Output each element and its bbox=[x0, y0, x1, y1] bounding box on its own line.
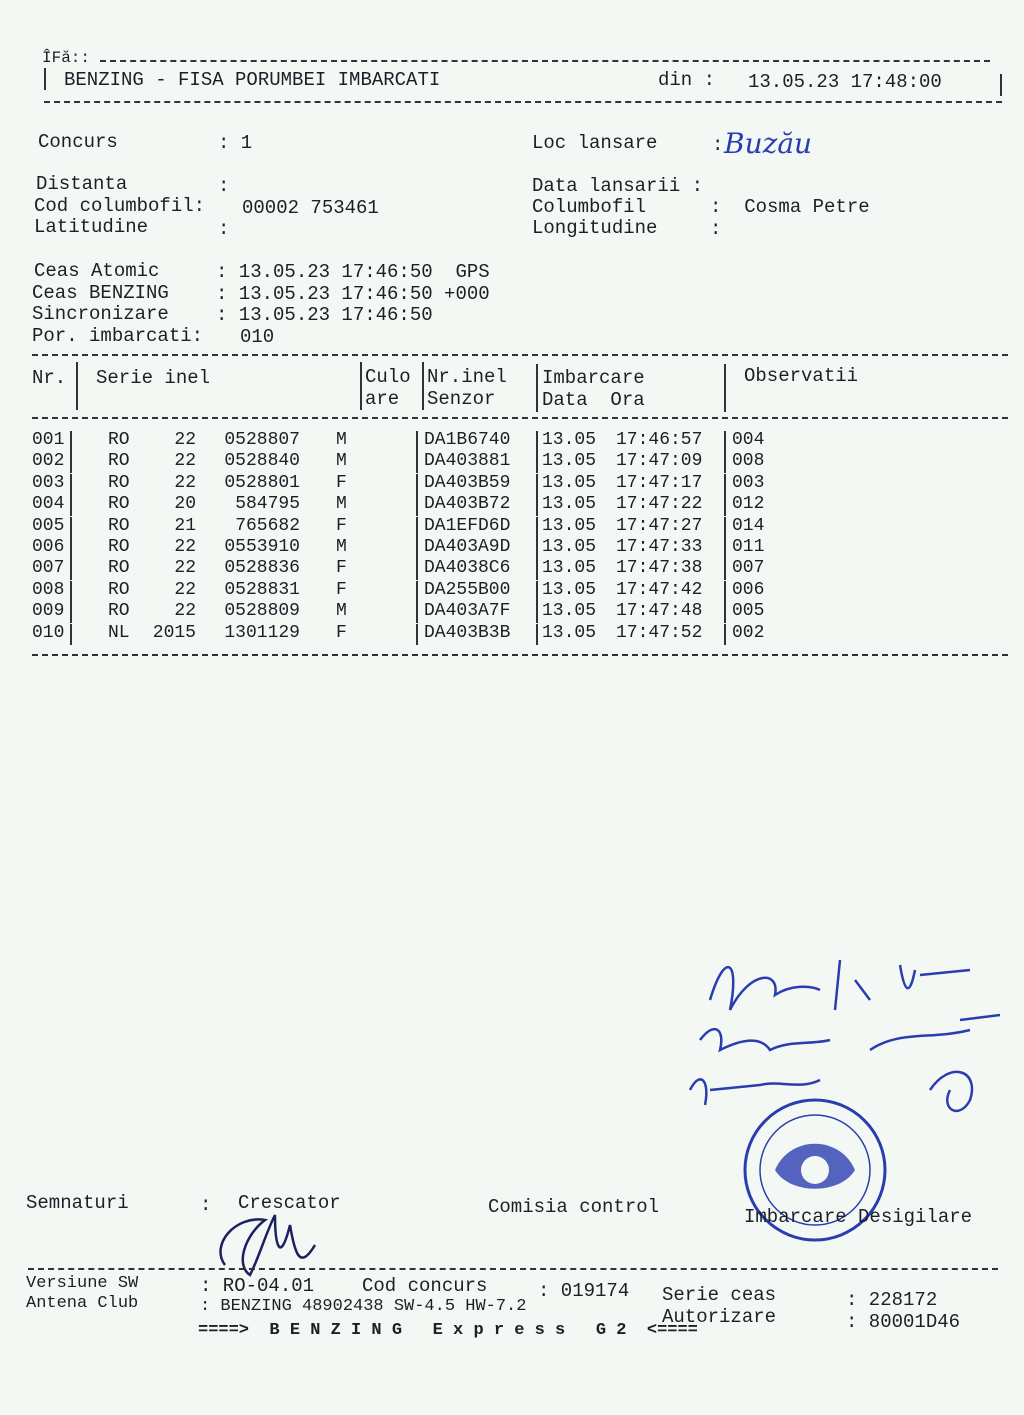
row-ring: 0528831 bbox=[224, 579, 300, 600]
row-obs: 011 bbox=[732, 537, 765, 557]
ceas-atomic-value: : 13.05.23 17:46:50 GPS bbox=[216, 261, 490, 283]
row-sensor: DA1EFD6D bbox=[424, 515, 511, 536]
row-country: RO bbox=[108, 451, 130, 472]
row-separator bbox=[70, 559, 72, 580]
row-date: 13.05 bbox=[542, 622, 597, 643]
table-header-rule bbox=[32, 417, 1008, 419]
header-corner: ÎFă:: bbox=[42, 49, 91, 67]
row-ring: 1301129 bbox=[224, 622, 300, 643]
row-nr: 004 bbox=[32, 494, 65, 515]
row-nr: 010 bbox=[32, 622, 65, 643]
row-obs: 012 bbox=[732, 494, 765, 515]
antena-club-label: Antena Club bbox=[26, 1294, 139, 1313]
row-ring: 0528809 bbox=[224, 601, 300, 622]
row-year: 22 bbox=[174, 579, 196, 600]
row-separator bbox=[416, 538, 418, 559]
versiune-label: Versiune SW bbox=[26, 1274, 139, 1293]
row-separator bbox=[724, 624, 726, 645]
row-separator bbox=[724, 538, 726, 559]
loc-lansare-colon: : bbox=[712, 134, 724, 156]
row-ring: 0528840 bbox=[224, 451, 300, 472]
col-header-nr: Nr. bbox=[32, 367, 67, 389]
data-lansarii-label: Data lansarii : bbox=[532, 175, 704, 197]
ceas-atomic-label: Ceas Atomic bbox=[34, 260, 160, 282]
row-sex: M bbox=[336, 537, 347, 557]
ceas-benzing-label: Ceas BENZING bbox=[32, 282, 169, 304]
row-country: NL bbox=[108, 622, 130, 643]
row-obs: 006 bbox=[732, 579, 765, 600]
row-sensor: DA403B59 bbox=[424, 472, 511, 493]
distanta-value: : bbox=[218, 175, 230, 197]
row-date: 13.05 bbox=[542, 558, 597, 579]
row-separator bbox=[536, 431, 538, 452]
row-country: RO bbox=[108, 558, 130, 579]
cod-concurs-label: Cod concurs bbox=[362, 1275, 488, 1297]
header-left-bar bbox=[44, 68, 46, 90]
row-time: 17:47:09 bbox=[616, 451, 703, 472]
por-imbarcati-label: Por. imbarcati: bbox=[32, 325, 204, 347]
row-separator bbox=[724, 474, 726, 495]
row-year: 22 bbox=[174, 601, 196, 622]
row-sex: M bbox=[336, 494, 347, 515]
serie-ceas-label: Serie ceas bbox=[662, 1284, 777, 1306]
row-nr: 002 bbox=[32, 451, 65, 472]
antena-club-value: : BENZING 48902438 SW-4.5 HW-7.2 bbox=[200, 1297, 527, 1316]
col-header-imbarcare: Imbarcare bbox=[542, 367, 645, 389]
row-separator bbox=[70, 431, 72, 452]
col-sep-1 bbox=[76, 362, 78, 410]
row-separator bbox=[724, 559, 726, 580]
row-country: RO bbox=[108, 472, 130, 493]
semnaturi-label: Semnaturi bbox=[26, 1192, 129, 1214]
col-header-observatii: Observatii bbox=[744, 365, 859, 387]
header-title: BENZING - FISA PORUMBEI IMBARCATI bbox=[64, 69, 441, 91]
col-sep-2 bbox=[360, 362, 362, 410]
row-separator bbox=[70, 517, 72, 538]
col-header-nrinel: Nr.inel bbox=[427, 366, 507, 388]
row-obs: 014 bbox=[732, 515, 765, 536]
autorizare-value: : 80001D46 bbox=[846, 1311, 961, 1333]
row-ring: 0528801 bbox=[224, 472, 300, 493]
longitudine-value: : bbox=[710, 218, 722, 240]
row-separator bbox=[70, 624, 72, 645]
row-separator bbox=[416, 602, 418, 623]
row-sex: M bbox=[336, 430, 347, 450]
row-country: RO bbox=[108, 430, 130, 450]
cod-columbofil-value: 00002 753461 bbox=[242, 197, 379, 219]
sincronizare-value: : 13.05.23 17:46:50 bbox=[216, 304, 433, 326]
col-header-are: are bbox=[365, 388, 400, 410]
row-obs: 004 bbox=[732, 430, 765, 450]
row-date: 13.05 bbox=[542, 430, 597, 450]
row-obs: 003 bbox=[732, 472, 765, 493]
row-separator bbox=[536, 624, 538, 645]
header-right-bar bbox=[1000, 74, 1002, 96]
row-separator bbox=[724, 452, 726, 473]
row-separator bbox=[416, 431, 418, 452]
row-separator bbox=[536, 495, 538, 516]
row-nr: 006 bbox=[32, 537, 65, 557]
row-year: 22 bbox=[174, 430, 196, 450]
row-separator bbox=[536, 452, 538, 473]
row-separator bbox=[70, 495, 72, 516]
row-separator bbox=[70, 474, 72, 495]
row-date: 13.05 bbox=[542, 537, 597, 557]
imbarcare-desigilare-label: Imbarcare Desigilare bbox=[744, 1206, 973, 1228]
row-separator bbox=[416, 559, 418, 580]
row-obs: 007 bbox=[732, 558, 765, 579]
header-top-rule bbox=[100, 60, 990, 62]
row-time: 17:47:22 bbox=[616, 494, 703, 515]
row-ring: 0553910 bbox=[224, 537, 300, 557]
loc-lansare-label: Loc lansare bbox=[532, 132, 658, 154]
row-date: 13.05 bbox=[542, 601, 597, 622]
por-imbarcati-value: 010 bbox=[240, 326, 275, 348]
latitudine-label: Latitudine bbox=[34, 216, 149, 238]
row-separator bbox=[416, 495, 418, 516]
row-sensor: DA1B6740 bbox=[424, 430, 511, 450]
row-country: RO bbox=[108, 537, 130, 557]
row-sex: F bbox=[336, 558, 347, 579]
row-sensor: DA403881 bbox=[424, 451, 511, 472]
row-separator bbox=[536, 602, 538, 623]
header-din-value: 13.05.23 17:48:00 bbox=[748, 71, 942, 93]
row-separator bbox=[536, 474, 538, 495]
row-separator bbox=[724, 602, 726, 623]
row-sex: F bbox=[336, 579, 347, 600]
row-separator bbox=[70, 581, 72, 602]
row-separator bbox=[724, 581, 726, 602]
row-obs: 002 bbox=[732, 622, 765, 643]
row-nr: 005 bbox=[32, 515, 65, 536]
columbofil-label: Columbofil bbox=[532, 196, 647, 218]
row-year: 2015 bbox=[152, 622, 196, 643]
row-time: 17:47:38 bbox=[616, 558, 703, 579]
row-ring: 584795 bbox=[235, 494, 300, 515]
row-separator bbox=[70, 602, 72, 623]
row-nr: 009 bbox=[32, 601, 65, 622]
col-header-culo: Culo bbox=[365, 366, 411, 388]
row-separator bbox=[70, 538, 72, 559]
concurs-label: Concurs bbox=[38, 131, 118, 153]
concurs-value: : 1 bbox=[218, 132, 253, 154]
col-header-data-ora: Data Ora bbox=[542, 389, 645, 411]
row-time: 17:46:57 bbox=[616, 430, 703, 450]
row-sex: M bbox=[336, 601, 347, 622]
col-sep-5 bbox=[724, 364, 726, 412]
row-time: 17:47:27 bbox=[616, 515, 703, 536]
columbofil-value: : Cosma Petre bbox=[710, 196, 870, 218]
row-separator bbox=[536, 517, 538, 538]
table-top-rule bbox=[32, 354, 1008, 356]
row-country: RO bbox=[108, 601, 130, 622]
row-date: 13.05 bbox=[542, 515, 597, 536]
row-year: 22 bbox=[174, 558, 196, 579]
semnaturi-colon: : bbox=[200, 1194, 212, 1216]
row-country: RO bbox=[108, 494, 130, 515]
serie-ceas-value: : 228172 bbox=[846, 1289, 938, 1311]
row-sex: F bbox=[336, 472, 347, 493]
row-sex: F bbox=[336, 515, 347, 536]
row-separator bbox=[416, 624, 418, 645]
row-obs: 008 bbox=[732, 451, 765, 472]
row-country: RO bbox=[108, 579, 130, 600]
footer-rule bbox=[28, 1268, 998, 1270]
row-separator bbox=[416, 581, 418, 602]
col-header-serie: Serie inel bbox=[96, 367, 211, 389]
row-date: 13.05 bbox=[542, 494, 597, 515]
row-year: 22 bbox=[174, 537, 196, 557]
crescator-label: Crescator bbox=[238, 1192, 341, 1214]
col-sep-3 bbox=[422, 362, 424, 410]
latitudine-value: : bbox=[218, 218, 230, 240]
row-nr: 007 bbox=[32, 558, 65, 579]
row-separator bbox=[536, 538, 538, 559]
loc-lansare-handwritten: Buzău bbox=[724, 127, 813, 160]
row-country: RO bbox=[108, 515, 130, 536]
versiune-value: : RO-04.01 bbox=[200, 1275, 315, 1297]
header-din-label: din : bbox=[658, 69, 716, 91]
row-year: 22 bbox=[174, 451, 196, 472]
row-time: 17:47:48 bbox=[616, 601, 703, 622]
row-separator bbox=[724, 431, 726, 452]
autorizare-label: Autorizare bbox=[662, 1306, 777, 1328]
row-sex: F bbox=[336, 622, 347, 643]
row-nr: 008 bbox=[32, 579, 65, 600]
row-ring: 0528836 bbox=[224, 558, 300, 579]
row-time: 17:47:17 bbox=[616, 472, 703, 493]
comisia-control-label: Comisia control bbox=[488, 1196, 660, 1218]
row-sensor: DA403A9D bbox=[424, 537, 511, 557]
row-separator bbox=[536, 559, 538, 580]
header-bottom-rule bbox=[44, 101, 1002, 103]
row-ring: 765682 bbox=[235, 515, 300, 536]
row-time: 17:47:42 bbox=[616, 579, 703, 600]
row-sensor: DA4038C6 bbox=[424, 558, 511, 579]
row-obs: 005 bbox=[732, 601, 765, 622]
row-date: 13.05 bbox=[542, 451, 597, 472]
row-nr: 001 bbox=[32, 430, 65, 450]
cod-concurs-value: : 019174 bbox=[538, 1280, 630, 1302]
longitudine-label: Longitudine bbox=[532, 217, 658, 239]
ceas-benzing-value: : 13.05.23 17:46:50 +000 bbox=[216, 283, 490, 305]
table-bottom-rule bbox=[32, 654, 1008, 656]
row-nr: 003 bbox=[32, 472, 65, 493]
row-separator bbox=[70, 452, 72, 473]
row-separator bbox=[724, 495, 726, 516]
row-sensor: DA403B3B bbox=[424, 622, 511, 643]
row-sensor: DA403A7F bbox=[424, 601, 511, 622]
sincronizare-label: Sincronizare bbox=[32, 303, 169, 325]
row-sensor: DA403B72 bbox=[424, 494, 511, 515]
row-year: 21 bbox=[174, 515, 196, 536]
row-ring: 0528807 bbox=[224, 430, 300, 450]
cod-columbofil-label: Cod columbofil: bbox=[34, 195, 206, 217]
row-sensor: DA255B00 bbox=[424, 579, 511, 600]
row-separator bbox=[416, 474, 418, 495]
row-separator bbox=[536, 581, 538, 602]
row-year: 20 bbox=[174, 494, 196, 515]
benzing-express-banner: ====> B E N Z I N G E x p r e s s G 2 <==== bbox=[198, 1321, 698, 1340]
row-separator bbox=[416, 517, 418, 538]
row-separator bbox=[416, 452, 418, 473]
row-date: 13.05 bbox=[542, 579, 597, 600]
row-time: 17:47:52 bbox=[616, 622, 703, 643]
distanta-label: Distanta bbox=[36, 173, 128, 195]
row-separator bbox=[724, 517, 726, 538]
row-date: 13.05 bbox=[542, 472, 597, 493]
col-sep-4 bbox=[536, 364, 538, 412]
col-header-senzor: Senzor bbox=[427, 388, 496, 410]
row-time: 17:47:33 bbox=[616, 537, 703, 557]
row-sex: M bbox=[336, 451, 347, 472]
row-year: 22 bbox=[174, 472, 196, 493]
